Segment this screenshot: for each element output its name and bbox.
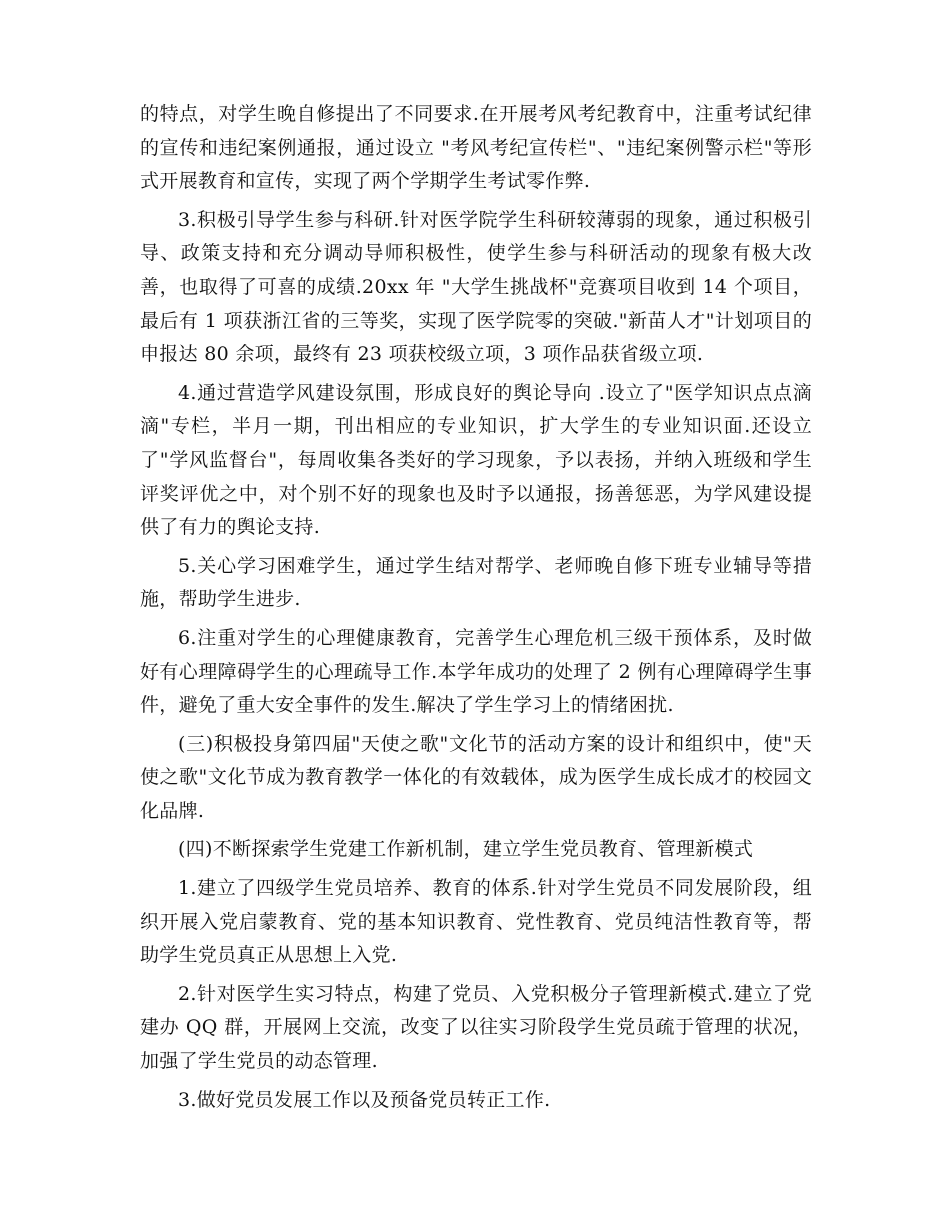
paragraph-mental-health: 6.注重对学生的心理健康教育，完善学生心理危机三级干预体系，及时做好有心理障碍学生的心理疏导工作.本学年成功的处理了 2 例有心理障碍学生事件，避免了重大安全事件的发生.解决了学生学习上的情绪困扰. xyxy=(140,626,812,717)
paragraph-study-discipline: 的特点，对学生晚自修提出了不同要求.在开展考风考纪教育中，注重考试纪律的宣传和违纪案例通报，通过设立 "考风考纪宣传栏"、"违纪案例警示栏"等形式开展教育和宣传，实现了两个学期学生考试零作弊. xyxy=(140,103,812,193)
paragraph-member-development: 3.做好党员发展工作以及预备党员转正工作. xyxy=(178,1088,551,1111)
paragraph-internship-management: 2.针对医学生实习特点，构建了党员、入党积极分子管理新模式.建立了党建办 QQ 群，开展网上交流，改变了以往实习阶段学生党员疏于管理的状况，加强了学生党员的动态管理. xyxy=(140,982,812,1073)
paragraph-research: 3.积极引导学生参与科研.针对医学院学生科研较薄弱的现象，通过积极引导、政策支持和充分调动导师积极性，使学生参与科研活动的现象有极大改善，也取得了可喜的成绩.20xx 年 "大学生挑战杯"竞赛项目收到 14 个项目，最后有 1 项获浙江省的三等奖，实现了医学院零的突破."新苗人才"计划项目的申报达 80 余项，最终有 23 项获校级立项，3 项作品获省级立项. xyxy=(140,208,812,366)
paragraph-culture-festival: (三)积极投身第四届"天使之歌"文化节的活动方案的设计和组织中，使"天使之歌"文化节成为教育教学一体化的有效载体，成为医学生成长成才的校园文化品牌. xyxy=(140,732,812,822)
paragraph-party-training-system: 1.建立了四级学生党员培养、教育的体系.针对学生党员不同发展阶段，组织开展入党启蒙教育、党的基本知识教育、党性教育、党员纯洁性教育等，帮助学生党员真正从思想上入党. xyxy=(140,877,812,967)
paragraph-public-opinion: 4.通过营造学风建设氛围，形成良好的舆论导向 .设立了"医学知识点点滴滴"专栏，半月一期，刊出相应的专业知识，扩大学生的专业知识面.还设立了"学风监督台"，每周收集各类好的学习现象，予以表扬，并纳入班级和学生评奖评优之中，对个别不好的现象也及时予以通报，扬善惩恶，为学风建设提供了有力的舆论支持. xyxy=(140,381,812,539)
paragraph-struggling-students: 5.关心学习困难学生，通过学生结对帮学、老师晚自修下班专业辅导等措施，帮助学生进步. xyxy=(140,554,812,611)
document-body xyxy=(140,98,812,1117)
paragraph-party-building-heading: (四)不断探索学生党建工作新机制，建立学生党员教育、管理新模式 xyxy=(178,838,754,861)
